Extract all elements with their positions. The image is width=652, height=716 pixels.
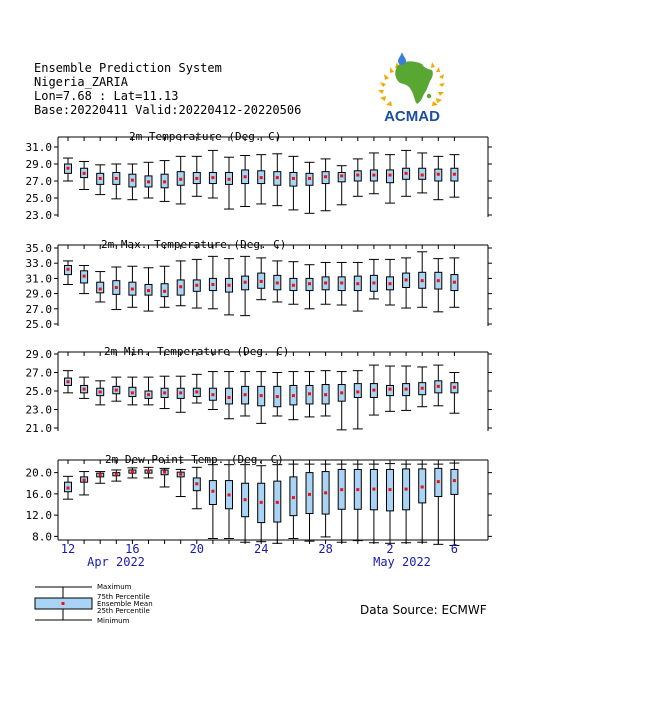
mean-marker — [67, 487, 70, 490]
x-month-label-may: May 2022 — [373, 555, 431, 569]
mean-marker — [211, 393, 214, 396]
mean-marker — [308, 282, 311, 285]
mean-marker — [292, 284, 295, 287]
mean-marker — [340, 174, 343, 177]
mean-marker — [99, 390, 102, 393]
mean-marker — [405, 278, 408, 281]
y-tick-label: 23.0 — [25, 403, 52, 417]
box-2022-04-22 — [224, 259, 234, 315]
box-2022-04-13 — [79, 265, 89, 293]
mean-marker — [115, 473, 118, 476]
box-2022-05-05 — [433, 365, 443, 406]
y-tick-label: 16.0 — [25, 487, 52, 501]
mean-marker — [83, 479, 86, 482]
mean-marker — [324, 393, 327, 396]
box-2022-05-04 — [417, 464, 427, 542]
box-2022-05-05 — [433, 259, 443, 312]
mean-marker — [453, 173, 456, 176]
mean-marker — [372, 488, 375, 491]
mean-marker — [179, 473, 182, 476]
box-2022-04-25 — [272, 373, 282, 416]
y-tick-label: 35.0 — [25, 242, 52, 255]
box-2022-05-05 — [433, 156, 443, 199]
mean-marker — [131, 179, 134, 182]
box-2022-04-24 — [256, 258, 266, 300]
panel-title: 2m Max. Temperature (Deg. C) — [101, 238, 287, 251]
box-2022-04-12 — [63, 476, 73, 499]
mean-marker — [356, 390, 359, 393]
mean-marker — [211, 283, 214, 286]
box-2022-05-03 — [401, 464, 411, 543]
y-tick-label: 27.0 — [25, 302, 52, 316]
box-2022-05-06 — [449, 463, 459, 545]
mean-marker — [405, 488, 408, 491]
box-2022-04-21 — [208, 150, 218, 198]
mean-marker — [244, 498, 247, 501]
logo-text: ACMAD — [384, 108, 440, 125]
mean-marker — [228, 178, 231, 181]
mean-marker — [421, 485, 424, 488]
mean-marker — [421, 387, 424, 390]
box-2022-04-23 — [240, 256, 250, 315]
box-2022-04-24 — [256, 372, 266, 424]
y-tick-label: 8.0 — [32, 530, 52, 544]
box-2022-04-15 — [111, 164, 121, 199]
y-tick-label: 29.0 — [25, 158, 52, 171]
panel-title: 2m Min. Temperature (Deg. C) — [104, 345, 290, 358]
box-2022-04-28 — [321, 371, 331, 416]
mean-marker — [356, 488, 359, 491]
mean-marker — [179, 285, 182, 288]
y-tick-label: 23.0 — [25, 209, 52, 222]
mean-marker — [437, 385, 440, 388]
box-2022-04-29 — [337, 262, 347, 305]
panel-title: 2m Temperature (Deg. C) — [129, 130, 282, 143]
mean-marker — [260, 176, 263, 179]
mean-marker — [389, 488, 392, 491]
y-tick-label: 12.0 — [25, 509, 52, 523]
box-2022-04-17 — [144, 162, 154, 198]
mean-marker — [260, 280, 263, 283]
y-tick-label: 27.0 — [25, 366, 52, 380]
box-2022-04-19 — [176, 376, 186, 412]
box-2022-04-29 — [337, 464, 347, 542]
box-2022-04-20 — [192, 467, 202, 508]
iqr-box — [97, 282, 104, 293]
box-2022-04-14 — [95, 381, 105, 405]
mean-marker — [99, 473, 102, 476]
legend-label-p75: 75th Percentile — [97, 593, 150, 601]
box-2022-04-16 — [127, 164, 137, 200]
mean-marker — [324, 175, 327, 178]
mean-marker — [421, 174, 424, 177]
mean-marker — [83, 172, 86, 175]
box-2022-04-12 — [63, 158, 73, 181]
box-2022-04-27 — [305, 265, 315, 309]
mean-marker — [179, 178, 182, 181]
mean-marker — [340, 488, 343, 491]
box-2022-05-01 — [369, 365, 379, 415]
box-2022-05-01 — [369, 153, 379, 194]
box-2022-04-14 — [95, 165, 105, 195]
box-2022-04-29 — [337, 372, 347, 430]
box-2022-04-19 — [176, 469, 186, 496]
mean-marker — [453, 386, 456, 389]
mean-marker — [308, 493, 311, 496]
box-2022-05-06 — [449, 373, 459, 414]
mean-marker — [292, 177, 295, 180]
mean-marker — [244, 393, 247, 396]
mean-marker — [356, 282, 359, 285]
mean-marker — [276, 281, 279, 284]
box-2022-04-22 — [224, 465, 234, 539]
box-2022-05-04 — [417, 252, 427, 307]
mean-marker — [99, 177, 102, 180]
mean-marker — [292, 496, 295, 499]
mean-marker — [179, 391, 182, 394]
header-dates: Base:20220411 Valid:20220412-20220506 — [34, 103, 302, 117]
box-2022-04-28 — [321, 159, 331, 211]
x-tick-label: 16 — [125, 542, 140, 556]
box-2022-05-05 — [433, 464, 443, 544]
mean-marker — [308, 392, 311, 395]
mean-marker — [260, 501, 263, 504]
mean-marker — [405, 172, 408, 175]
mean-marker — [67, 380, 70, 383]
y-tick-label: 29.0 — [25, 348, 52, 361]
mean-marker — [195, 390, 198, 393]
mean-marker — [340, 391, 343, 394]
box-2022-05-01 — [369, 464, 379, 543]
header-coordinates: Lon=7.68 : Lat=11.13 — [34, 89, 179, 103]
box-2022-04-15 — [111, 470, 121, 481]
x-tick-label: 28 — [318, 542, 333, 556]
box-2022-04-20 — [192, 259, 202, 308]
mean-marker — [389, 388, 392, 391]
box-2022-04-15 — [111, 267, 121, 310]
box-2022-05-02 — [385, 366, 395, 411]
box-2022-04-22 — [224, 157, 234, 209]
mean-marker — [195, 482, 198, 485]
box-2022-05-03 — [401, 366, 411, 410]
legend-label-mean: Ensemble Mean — [97, 600, 153, 608]
box-2022-05-04 — [417, 367, 427, 407]
box-2022-04-28 — [321, 464, 331, 537]
box-2022-04-25 — [272, 261, 282, 302]
mean-marker — [324, 491, 327, 494]
mean-marker — [372, 389, 375, 392]
box-2022-05-04 — [417, 153, 427, 193]
mean-marker — [163, 391, 166, 394]
mean-marker — [453, 479, 456, 482]
box-2022-04-23 — [240, 156, 250, 207]
box-2022-04-25 — [272, 154, 282, 206]
box-2022-04-19 — [176, 261, 186, 306]
y-tick-label: 27.0 — [25, 175, 52, 188]
panel-title: 2m Dew Point Temp. (Deg. C) — [105, 453, 284, 466]
box-2022-04-18 — [160, 161, 170, 202]
box-2022-04-24 — [256, 466, 266, 542]
mean-marker — [163, 290, 166, 293]
box-2022-04-29 — [337, 166, 347, 205]
box-2022-04-30 — [353, 371, 363, 429]
mean-marker — [147, 470, 150, 473]
mean-marker — [115, 389, 118, 392]
legend-mean-marker — [62, 602, 65, 605]
x-tick-label: 24 — [253, 542, 269, 556]
mean-marker — [147, 180, 150, 183]
box-2022-05-02 — [385, 155, 395, 203]
mean-marker — [131, 391, 134, 394]
box-2022-04-14 — [95, 472, 105, 484]
mean-marker — [228, 284, 231, 287]
y-tick-label: 25.0 — [25, 385, 52, 398]
mean-marker — [147, 289, 150, 292]
y-tick-label: 21.0 — [25, 422, 52, 435]
box-2022-04-14 — [95, 272, 105, 302]
mean-marker — [437, 480, 440, 483]
mean-marker — [389, 282, 392, 285]
box-2022-04-13 — [79, 472, 89, 495]
box-2022-04-26 — [288, 156, 298, 210]
chart-panel-3 — [26, 345, 493, 435]
mean-marker — [372, 281, 375, 284]
mean-marker — [67, 167, 70, 170]
y-tick-label: 31.0 — [25, 141, 52, 154]
box-2022-04-23 — [240, 372, 250, 416]
mean-marker — [276, 176, 279, 179]
box-2022-04-21 — [208, 256, 218, 308]
mean-marker — [163, 180, 166, 183]
mean-marker — [308, 177, 311, 180]
box-2022-04-30 — [353, 159, 363, 196]
mean-marker — [115, 286, 118, 289]
mean-marker — [421, 279, 424, 282]
box-2022-05-02 — [385, 464, 395, 544]
x-tick-label: 20 — [189, 542, 205, 556]
box-2022-04-22 — [224, 372, 234, 419]
mean-marker — [147, 393, 150, 396]
box-2022-04-17 — [144, 268, 154, 311]
mean-marker — [389, 174, 392, 177]
box-2022-04-26 — [288, 372, 298, 420]
mean-marker — [276, 501, 279, 504]
chart-panel-1 — [26, 130, 493, 222]
box-2022-05-02 — [385, 259, 395, 305]
x-tick-label: 12 — [60, 542, 76, 556]
legend-label-maximum: Maximum — [97, 583, 132, 591]
box-2022-04-27 — [305, 372, 315, 417]
box-2022-04-17 — [144, 467, 154, 478]
mean-marker — [372, 174, 375, 177]
mean-marker — [131, 470, 134, 473]
box-2022-04-20 — [192, 156, 202, 196]
legend-box-glyph — [35, 587, 92, 620]
mean-marker — [260, 394, 263, 397]
mean-marker — [453, 281, 456, 284]
x-tick-label: 2 — [386, 542, 394, 556]
data-source-label: Data Source: ECMWF — [360, 603, 487, 617]
x-month-label-apr: Apr 2022 — [87, 555, 145, 569]
y-tick-label: 25.0 — [25, 318, 52, 331]
mean-marker — [244, 175, 247, 178]
mean-marker — [195, 284, 198, 287]
mean-marker — [228, 396, 231, 399]
chart-panel-2 — [26, 238, 493, 331]
mean-marker — [115, 177, 118, 180]
box-2022-04-30 — [353, 464, 363, 541]
mean-marker — [437, 173, 440, 176]
box-2022-04-30 — [353, 262, 363, 311]
mean-marker — [340, 281, 343, 284]
mean-marker — [405, 388, 408, 391]
box-2022-04-17 — [144, 377, 154, 405]
box-2022-04-15 — [111, 377, 121, 401]
mean-marker — [437, 279, 440, 282]
box-2022-05-03 — [401, 150, 411, 196]
header-station: Nigeria_ZARIA — [34, 75, 128, 89]
box-2022-04-12 — [63, 371, 73, 393]
mean-marker — [211, 176, 214, 179]
header-product-name: Ensemble Prediction System — [34, 61, 222, 75]
box-2022-04-18 — [160, 468, 170, 487]
mean-marker — [276, 395, 279, 398]
box-2022-04-27 — [305, 162, 315, 213]
box-2022-04-18 — [160, 266, 170, 307]
mean-marker — [244, 281, 247, 284]
box-2022-04-24 — [256, 155, 266, 204]
mean-marker — [292, 394, 295, 397]
box-2022-04-27 — [305, 464, 315, 541]
y-tick-label: 25.0 — [25, 192, 52, 205]
legend-label-minimum: Minimum — [97, 617, 130, 625]
box-2022-04-25 — [272, 465, 282, 544]
box-2022-05-06 — [449, 258, 459, 307]
box-2022-04-19 — [176, 156, 186, 204]
box-2022-05-06 — [449, 155, 459, 198]
box-2022-04-26 — [288, 464, 298, 538]
mean-marker — [195, 177, 198, 180]
box-2022-04-16 — [127, 468, 137, 478]
box-2022-04-21 — [208, 465, 218, 539]
mean-marker — [228, 493, 231, 496]
legend-label-p25: 25th Percentile — [97, 607, 150, 615]
mean-marker — [356, 174, 359, 177]
mean-marker — [163, 471, 166, 474]
y-tick-label: 33.0 — [25, 257, 52, 271]
box-2022-04-18 — [160, 376, 170, 408]
mean-marker — [131, 288, 134, 291]
box-2022-05-03 — [401, 258, 411, 308]
y-tick-label: 20.0 — [25, 466, 52, 480]
box-2022-04-13 — [79, 161, 89, 189]
box-2022-04-13 — [79, 377, 89, 398]
box-2022-04-21 — [208, 372, 218, 410]
box-2022-04-23 — [240, 465, 250, 543]
mean-marker — [211, 490, 214, 493]
y-tick-label: 31.0 — [25, 272, 52, 286]
mean-marker — [83, 388, 86, 391]
y-tick-label: 29.0 — [25, 287, 52, 301]
box-2022-04-12 — [63, 261, 73, 285]
box-2022-04-28 — [321, 262, 331, 304]
box-2022-04-16 — [127, 266, 137, 307]
box-2022-05-01 — [369, 259, 379, 299]
x-tick-label: 6 — [450, 542, 459, 556]
box-2022-04-20 — [192, 374, 202, 403]
box-2022-04-26 — [288, 262, 298, 305]
mean-marker — [324, 281, 327, 284]
mean-marker — [67, 268, 70, 271]
mean-marker — [99, 288, 102, 291]
chart-panel-4 — [26, 453, 493, 545]
box-2022-04-16 — [127, 377, 137, 405]
mean-marker — [83, 275, 86, 278]
